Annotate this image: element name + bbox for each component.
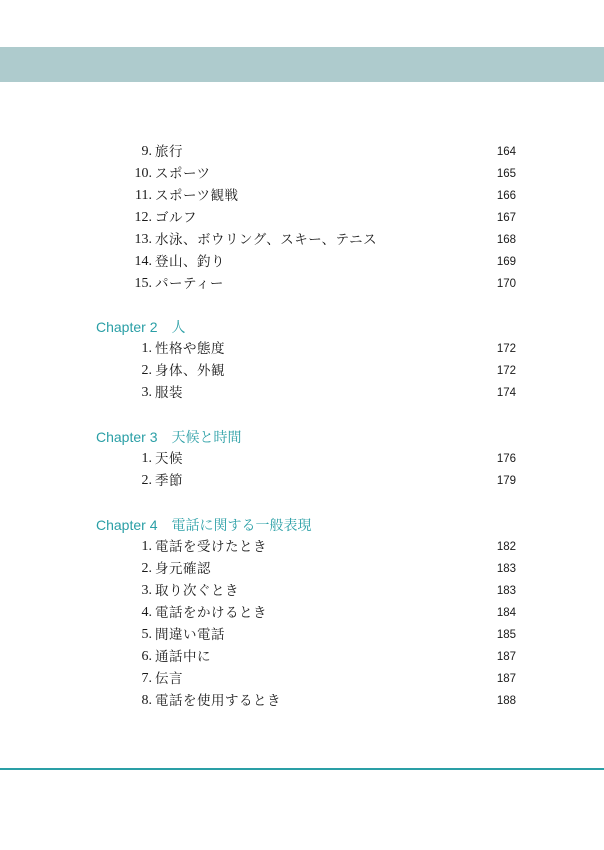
- entry-page: 174: [496, 387, 516, 399]
- entry-number: 1.: [141, 451, 152, 466]
- chapter-title: 電話に関する一般表現: [171, 518, 312, 534]
- entry-title: 電話を受けたとき: [155, 539, 267, 555]
- entry-page: 184: [496, 607, 516, 619]
- entry-title: 旅行: [155, 144, 183, 160]
- toc-entry[interactable]: [0, 602, 604, 624]
- entry-title: 身元確認: [155, 561, 211, 577]
- entry-number: 4.: [141, 605, 152, 620]
- chapter-title: 人: [171, 320, 186, 336]
- entry-number: 3.: [141, 385, 152, 400]
- entry-number: 1.: [141, 341, 152, 356]
- toc-entry[interactable]: [0, 251, 604, 273]
- toc-entry[interactable]: [0, 448, 604, 470]
- chapter-heading[interactable]: [96, 426, 241, 448]
- entry-number: 9.: [141, 144, 152, 159]
- entry-number: 2.: [141, 561, 152, 576]
- entry-number: 2.: [141, 363, 152, 378]
- entry-number: 8.: [141, 693, 152, 708]
- toc-entry[interactable]: [0, 646, 604, 668]
- entry-page: 164: [496, 146, 516, 158]
- entry-page: 183: [496, 585, 516, 597]
- entry-title: 性格や態度: [155, 341, 225, 357]
- entry-title: スポーツ: [155, 166, 211, 182]
- entry-number: 3.: [141, 583, 152, 598]
- entry-number: 7.: [141, 671, 152, 686]
- entry-page: 172: [496, 343, 516, 355]
- entry-page: 183: [496, 563, 516, 575]
- toc-entry[interactable]: [0, 229, 604, 251]
- chapter-label: Chapter 4: [96, 517, 158, 533]
- entry-title: 伝言: [155, 671, 183, 687]
- toc-entry[interactable]: [0, 624, 604, 646]
- entry-number: 10.: [134, 166, 152, 181]
- entry-page: 176: [496, 453, 516, 465]
- entry-page: 185: [496, 629, 516, 641]
- entry-number: 13.: [134, 232, 152, 247]
- toc-entry[interactable]: [0, 470, 604, 492]
- entry-title: 水泳、ボウリング、スキー、テニス: [155, 232, 378, 248]
- toc-entry[interactable]: [0, 382, 604, 404]
- entry-page: 169: [496, 256, 516, 268]
- toc-entry[interactable]: [0, 580, 604, 602]
- toc-entry[interactable]: [0, 207, 604, 229]
- entry-page: 167: [496, 212, 516, 224]
- entry-title: 季節: [155, 473, 183, 489]
- entry-page: 170: [496, 278, 516, 290]
- entry-title: スポーツ観戦: [155, 188, 239, 204]
- toc-entry[interactable]: [0, 273, 604, 295]
- entry-title: 天候: [155, 451, 183, 467]
- entry-title: 服装: [155, 385, 183, 401]
- toc-entry[interactable]: [0, 558, 604, 580]
- entry-number: 11.: [135, 188, 152, 203]
- entry-number: 2.: [141, 473, 152, 488]
- toc-entry[interactable]: [0, 163, 604, 185]
- toc-entry[interactable]: [0, 690, 604, 712]
- entry-number: 14.: [134, 254, 152, 269]
- entry-page: 179: [496, 475, 516, 487]
- chapter-heading[interactable]: [96, 514, 311, 536]
- chapter-label: Chapter 2: [96, 319, 158, 335]
- entry-number: 12.: [134, 210, 152, 225]
- entry-title: パーティー: [155, 276, 224, 292]
- entry-title: 電話を使用するとき: [155, 693, 281, 709]
- entry-title: ゴルフ: [155, 210, 197, 226]
- toc-entry[interactable]: [0, 360, 604, 382]
- entry-number: 6.: [141, 649, 152, 664]
- entry-title: 間違い電話: [155, 627, 225, 643]
- entry-page: 187: [496, 673, 516, 685]
- toc-entry[interactable]: [0, 668, 604, 690]
- toc-entry[interactable]: [0, 141, 604, 163]
- entry-number: 15.: [134, 276, 152, 291]
- footer-rule: [0, 768, 604, 770]
- chapter-label: Chapter 3: [96, 429, 158, 445]
- entry-page: 165: [496, 168, 516, 180]
- entry-number: 1.: [141, 539, 152, 554]
- entry-page: 168: [496, 234, 516, 246]
- entry-page: 187: [496, 651, 516, 663]
- toc-entry[interactable]: [0, 338, 604, 360]
- entry-page: 182: [496, 541, 516, 553]
- entry-title: 登山、釣り: [155, 254, 225, 270]
- entry-page: 166: [496, 190, 516, 202]
- chapter-heading[interactable]: [96, 316, 185, 338]
- entry-title: 通話中に: [155, 649, 211, 665]
- chapter-title: 天候と時間: [171, 430, 242, 446]
- entry-number: 5.: [141, 627, 152, 642]
- toc-entry[interactable]: [0, 536, 604, 558]
- toc-entry[interactable]: [0, 185, 604, 207]
- entry-title: 取り次ぐとき: [155, 583, 239, 599]
- entry-title: 電話をかけるとき: [155, 605, 267, 621]
- entry-page: 188: [496, 695, 516, 707]
- entry-page: 172: [496, 365, 516, 377]
- entry-title: 身体、外観: [155, 363, 225, 379]
